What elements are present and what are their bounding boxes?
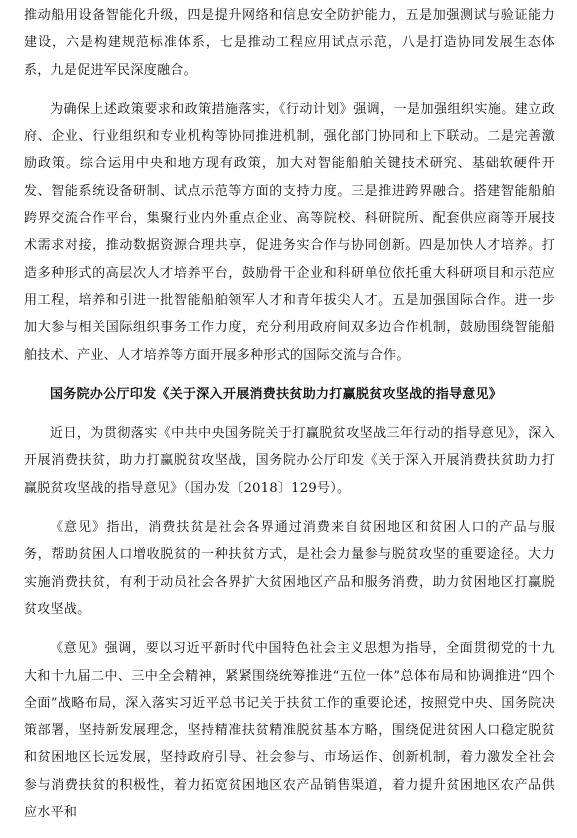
- paragraph-opinion-points: 《意见》指出，消费扶贫是社会各界通过消费来自贫困地区和贫困人口的产品与服务，帮助贫困人口增收脱贫的一种扶贫方式，是社会力量参与脱贫攻坚的重要途径。大力实施消费扶贫，有利于动员社会各界扩大贫困地区产品和服务消费，助力贫困地区打赢脱贫攻坚战。: [24, 520, 555, 617]
- paragraph-ship-plan-measures: 为确保上述政策要求和政策措施落实，《行动计划》强调，一是加强组织实施。建立政府、企业、行业组织和专业机构等协同推进机制，强化部门协同和上下联动。二是完善激励政策。综合运用中央和地方现有政策，加大对智能船舶关键技术研究、基础软硬件开发、智能系统设备研制、试点示范等方面的支持力度。三是推进跨界融合。搭建智能船舶跨界交流合作平台，集聚行业内外重点企业、高等院校、科研院所、配套供应商等开展技术需求对接，推动数据资源合理共享，促进务实合作与协同创新。四是加快人才培养。打造多种形式的高层次人才培养平台，鼓励骨干企业和科研单位依托重大科研项目和示范应用工程，培养和引进一批智能船舶领军人才和青年拔尖人才。五是加强国际合作。进一步加大参与相关国际组织事务工作力度，充分利用政府间双多边合作机制，鼓励围绕智能船舶技术、产业、人才培养等方面开展多种形式的国际交流与合作。: [24, 101, 555, 363]
- document-page: [24, 2, 555, 838]
- paragraph-opinion-intro: 近日，为贯彻落实《中共中央国务院关于打赢脱贫攻坚战三年行动的指导意见》，深入开展消费扶贫，助力打赢脱贫攻坚战，国务院办公厅印发《关于深入开展消费扶贫助力打赢脱贫攻坚战的指导意见》（国办发〔2018〕129号）。: [24, 426, 555, 496]
- section-heading: 国务院办公厅印发《关于深入开展消费扶贫助力打赢脱贫攻坚战的指导意见》: [50, 386, 503, 402]
- paragraph-opinion-emphasis: 《意见》强调，要以习近平新时代中国特色社会主义思想为指导，全面贯彻党的十九大和十九届二中、三中全会精神，紧紧围绕统筹推进“五位一体”总体布局和协调推进“四个全面”战略布局，深入落实习近平总书记关于扶贫工作的重要论述，按照党中央、国务院决策部署，坚持新发展理念，坚持精准扶贫精准脱贫基本方略，围绕促进贫困人口稳定脱贫和贫困地区长远发展，坚持政府引导、社会参与、市场运作、创新机制，着力激发全社会参与消费扶贫的积极性，着力拓宽贫困地区农产品销售渠道，着力提升贫困地区农产品供应水平和: [24, 641, 555, 821]
- paragraph-ship-plan-tasks: 推动船用设备智能化升级，四是提升网络和信息安全防护能力，五是加强测试与验证能力建设，六是构建规范标准体系，七是推动工程应用试点示范，八是打造协同发展生态体系，九是促进军民深度融合。: [24, 8, 555, 78]
